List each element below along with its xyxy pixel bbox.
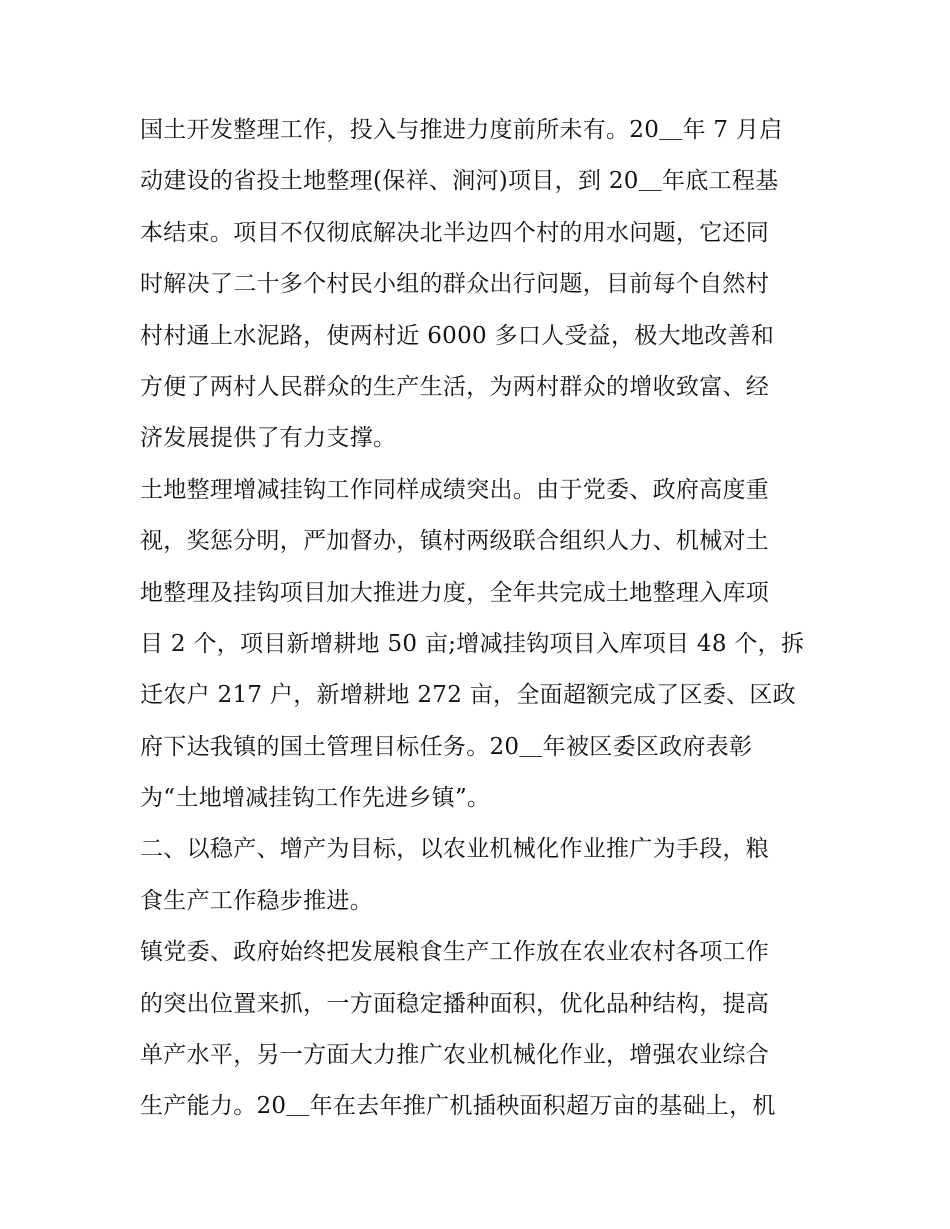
text-line-20: 生产能力。20＿年在去年推广机插秧面积超万亩的基础上，机: [140, 1093, 776, 1120]
text-line-11: 目 2 个，项目新增耕地 50 亩;增减挂钩项目入库项目 48 个，拆: [140, 630, 805, 657]
text-line-5: 村村通上水泥路，使两村近 6000 多口人受益，极大地改善和: [140, 322, 775, 349]
text-line-13: 府下达我镇的国土管理目标任务。20＿年被区委区政府表彰: [140, 733, 753, 760]
text-line-10: 地整理及挂钩项目加大推进力度，全年共完成土地整理入库项: [140, 579, 770, 606]
text-line-6: 方便了两村人民群众的生产生活，为两村群众的增收致富、经: [140, 373, 770, 400]
text-line-18: 的突出位置来抓，一方面稳定播种面积，优化品种结构，提高: [140, 990, 770, 1017]
text-line-12: 迁农户 217 户，新增耕地 272 亩，全面超额完成了区委、区政: [140, 682, 796, 709]
text-line-17: 镇党委、政府始终把发展粮食生产工作放在农业农村各项工作: [140, 939, 770, 966]
text-line-2: 动建设的省投土地整理(保祥、涧河)项目，到 20＿年底工程基: [140, 168, 779, 195]
text-line-8: 土地整理增减挂钩工作同样成绩突出。由于党委、政府高度重: [140, 476, 770, 503]
text-line-16: 食生产工作稳步推进。: [140, 887, 373, 914]
text-line-1: 国土开发整理工作，投入与推进力度前所未有。20＿年 7 月启: [140, 117, 783, 143]
text-line-15: 二、以稳产、增产为目标，以农业机械化作业推广为手段，粮: [140, 836, 770, 863]
text-line-14: 为“土地增减挂钩工作先进乡镇”。: [140, 785, 491, 812]
document-body: [140, 105, 820, 1133]
text-line-19: 单产水平，另一方面大力推广农业机械化作业，增强农业综合: [140, 1042, 770, 1069]
text-line-4: 时解决了二十多个村民小组的群众出行问题，目前每个自然村: [140, 271, 770, 298]
text-line-7: 济发展提供了有力支撑。: [140, 425, 397, 452]
text-line-9: 视，奖惩分明，严加督办，镇村两级联合组织人力、机械对土: [140, 528, 770, 555]
text-line-3: 本结束。项目不仅彻底解决北半边四个村的用水问题，它还同: [140, 219, 770, 246]
